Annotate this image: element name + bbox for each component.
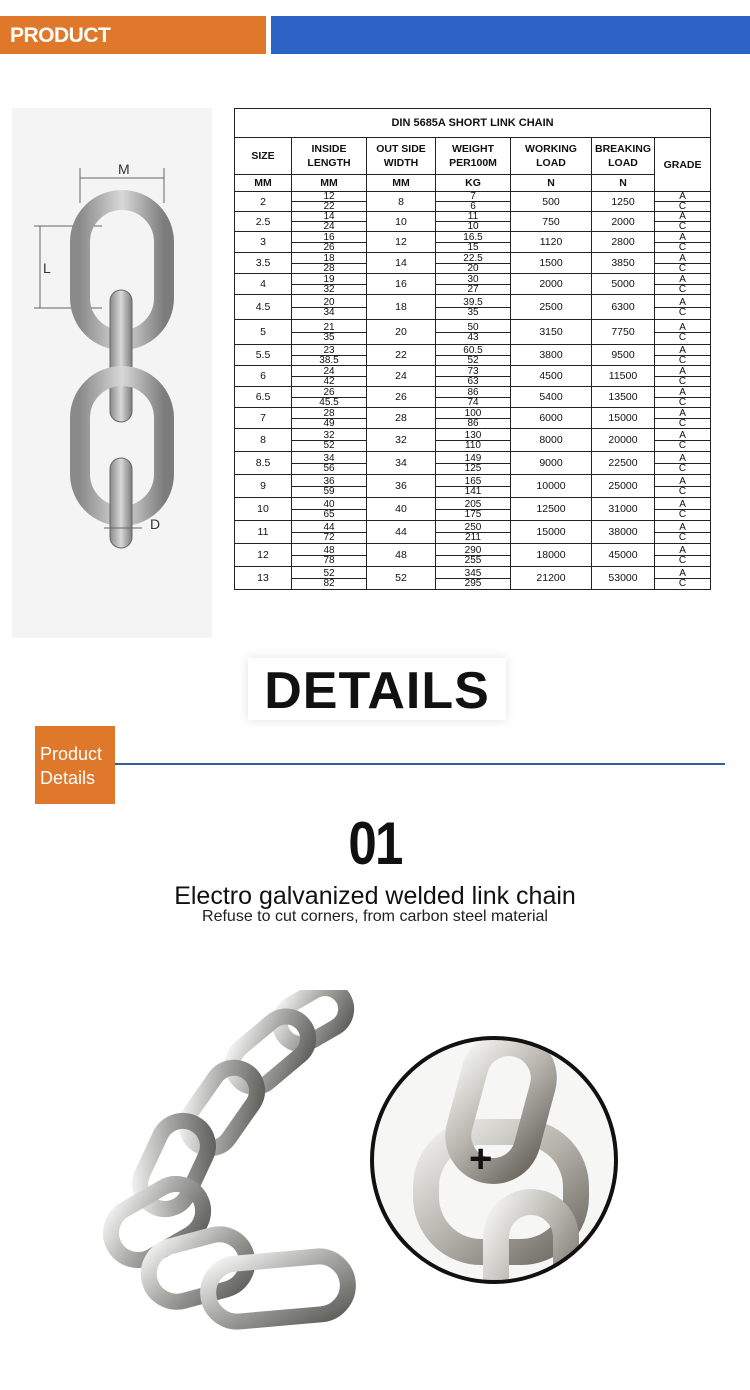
- length-cell: [292, 498, 367, 521]
- header-line: BREAKING: [594, 143, 651, 155]
- label-m: M: [118, 161, 130, 177]
- size-cell: 2.5: [235, 212, 292, 232]
- length-value: 20: [292, 298, 366, 308]
- grade-value: C: [678, 396, 687, 408]
- working-cell: 5400: [511, 387, 592, 408]
- unit-cell: N: [511, 175, 592, 192]
- grade-cell: [655, 320, 711, 345]
- grade-cell: [655, 295, 711, 320]
- width-cell: 26: [367, 387, 436, 408]
- breaking-cell: 25000: [592, 475, 655, 498]
- table-header-row: [235, 138, 711, 175]
- grade-cell: [655, 544, 711, 567]
- grade-value: C: [678, 485, 687, 497]
- label-d: D: [150, 516, 161, 532]
- length-value: 21: [292, 323, 366, 333]
- weight-value: 30: [436, 275, 510, 285]
- size-cell: 8.5: [235, 452, 292, 475]
- working-cell: 4500: [511, 366, 592, 387]
- working-cell: 1120: [511, 232, 592, 253]
- length-cell: [292, 408, 367, 429]
- weight-cell: [436, 452, 511, 475]
- grade-value: A: [655, 569, 710, 579]
- length-cell: [292, 192, 367, 212]
- grade-cell: [655, 192, 711, 212]
- table-row: [235, 232, 711, 253]
- weight-cell: [436, 320, 511, 345]
- grade-value: A: [655, 409, 710, 419]
- weight-value: 125: [464, 462, 482, 474]
- weight-cell: [436, 567, 511, 590]
- size-cell: 4: [235, 274, 292, 295]
- weight-cell: [436, 212, 511, 232]
- chain-photo: [88, 990, 358, 1340]
- grade-value: C: [678, 439, 687, 451]
- weight-value: 345: [436, 569, 510, 579]
- width-cell: 44: [367, 521, 436, 544]
- grade-value: A: [655, 500, 710, 510]
- weight-value: 205: [436, 500, 510, 510]
- length-cell: [292, 253, 367, 274]
- length-value: 49: [323, 417, 335, 429]
- header-line: OUT SIDE: [376, 143, 426, 155]
- length-cell: [292, 320, 367, 345]
- width-cell: 10: [367, 212, 436, 232]
- grade-cell: [655, 345, 711, 366]
- breaking-cell: 2000: [592, 212, 655, 232]
- grade-value: C: [678, 577, 687, 589]
- grade-value: C: [678, 354, 687, 366]
- length-value: 40: [292, 500, 366, 510]
- column-header: [436, 138, 511, 175]
- weight-value: 211: [465, 531, 481, 543]
- weight-cell: [436, 544, 511, 567]
- length-cell: [292, 567, 367, 590]
- weight-cell: [436, 475, 511, 498]
- size-cell: 5: [235, 320, 292, 345]
- working-cell: 1500: [511, 253, 592, 274]
- grade-value: A: [655, 298, 710, 308]
- detail-subheadline: Refuse to cut corners, from carbon steel material: [202, 908, 548, 925]
- length-value: 32: [323, 283, 335, 295]
- length-cell: [292, 345, 367, 366]
- length-value: 72: [323, 531, 335, 543]
- breaking-cell: 7750: [592, 320, 655, 345]
- grade-value: C: [678, 262, 687, 274]
- breaking-cell: 1250: [592, 192, 655, 212]
- weight-cell: [436, 429, 511, 452]
- working-cell: 2500: [511, 295, 592, 320]
- breaking-cell: 45000: [592, 544, 655, 567]
- grade-value: A: [655, 454, 710, 464]
- unit-cell: MM: [235, 175, 292, 192]
- working-cell: 9000: [511, 452, 592, 475]
- grade-value: A: [655, 431, 710, 441]
- header-line: INSIDE: [311, 143, 347, 155]
- weight-value: 290: [436, 546, 510, 556]
- grade-value: A: [655, 275, 710, 285]
- size-cell: 13: [235, 567, 292, 590]
- header-line: WEIGHT: [452, 143, 494, 155]
- length-value: 23: [292, 346, 366, 356]
- weight-value: 149: [436, 454, 510, 464]
- weight-cell: [436, 387, 511, 408]
- grade-cell: [655, 475, 711, 498]
- grade-value: C: [678, 331, 687, 343]
- size-cell: 3.5: [235, 253, 292, 274]
- weight-value: 74: [467, 396, 479, 408]
- grade-value: C: [678, 508, 687, 520]
- detail-number: 01: [348, 810, 402, 877]
- chain-diagram: [12, 108, 212, 638]
- breaking-cell: 6300: [592, 295, 655, 320]
- width-cell: 22: [367, 345, 436, 366]
- length-value: 16: [292, 233, 366, 243]
- weight-value: 130: [436, 431, 510, 441]
- size-cell: 3: [235, 232, 292, 253]
- chain-zoom-photo: [366, 1032, 622, 1288]
- breaking-cell: 13500: [592, 387, 655, 408]
- working-cell: 6000: [511, 408, 592, 429]
- size-cell: 9: [235, 475, 292, 498]
- length-value: 18: [292, 254, 366, 264]
- weight-cell: [436, 521, 511, 544]
- size-cell: 8: [235, 429, 292, 452]
- length-value: 56: [323, 462, 335, 474]
- grade-cell: [655, 274, 711, 295]
- breaking-cell: 11500: [592, 366, 655, 387]
- grade-value: A: [655, 254, 710, 264]
- length-value: 52: [292, 569, 366, 579]
- weight-value: 250: [436, 523, 510, 533]
- length-value: 32: [292, 431, 366, 441]
- breaking-cell: 9500: [592, 345, 655, 366]
- length-value: 24: [292, 367, 366, 377]
- breaking-cell: 2800: [592, 232, 655, 253]
- length-value: 78: [323, 554, 335, 566]
- table-row: [235, 498, 711, 521]
- weight-cell: [436, 408, 511, 429]
- grade-value: C: [678, 417, 687, 429]
- length-value: 36: [292, 477, 366, 487]
- grade-cell: [655, 212, 711, 232]
- table-title: DIN 5685A SHORT LINK CHAIN: [235, 109, 711, 138]
- working-cell: 8000: [511, 429, 592, 452]
- length-value: 48: [292, 546, 366, 556]
- width-cell: 34: [367, 452, 436, 475]
- length-cell: [292, 366, 367, 387]
- header-line: LOAD: [608, 157, 638, 169]
- grade-cell: [655, 498, 711, 521]
- weight-cell: [436, 232, 511, 253]
- weight-value: 27: [467, 283, 479, 295]
- grade-cell: [655, 408, 711, 429]
- header-line: WORKING: [525, 143, 577, 155]
- width-cell: 8: [367, 192, 436, 212]
- weight-value: 20: [467, 262, 479, 274]
- weight-value: 52: [467, 354, 479, 366]
- width-cell: 52: [367, 567, 436, 590]
- product-details-tag: [35, 726, 115, 804]
- grade-cell: [655, 253, 711, 274]
- table-row: [235, 253, 711, 274]
- size-cell: 4.5: [235, 295, 292, 320]
- length-value: 26: [292, 388, 366, 398]
- width-cell: 12: [367, 232, 436, 253]
- length-cell: [292, 452, 367, 475]
- grade-value: C: [678, 306, 687, 318]
- table-row: [235, 274, 711, 295]
- header-line: SIZE: [251, 150, 275, 162]
- length-cell: [292, 387, 367, 408]
- grade-value: A: [655, 546, 710, 556]
- length-value: 12: [292, 192, 366, 202]
- grade-value: C: [678, 462, 687, 474]
- grade-value: C: [678, 221, 687, 232]
- weight-value: 10: [467, 221, 479, 232]
- banner-bar: [271, 16, 750, 54]
- working-cell: 500: [511, 192, 592, 212]
- width-cell: 32: [367, 429, 436, 452]
- length-cell: [292, 295, 367, 320]
- size-cell: 5.5: [235, 345, 292, 366]
- working-cell: 15000: [511, 521, 592, 544]
- table-row: [235, 521, 711, 544]
- length-value: 35: [323, 331, 335, 343]
- header-line: LOAD: [536, 157, 566, 169]
- detail-headline: Electro galvanized welded link chain: [174, 882, 576, 910]
- length-value: 44: [292, 523, 366, 533]
- breaking-cell: 3850: [592, 253, 655, 274]
- length-value: 14: [292, 212, 366, 222]
- weight-value: 43: [467, 331, 479, 343]
- grade-value: A: [655, 212, 710, 222]
- length-cell: [292, 544, 367, 567]
- grade-value: A: [655, 388, 710, 398]
- size-cell: 7: [235, 408, 292, 429]
- weight-value: 15: [467, 241, 479, 253]
- width-cell: 24: [367, 366, 436, 387]
- table-row: [235, 387, 711, 408]
- working-cell: 2000: [511, 274, 592, 295]
- width-cell: 20: [367, 320, 436, 345]
- grade-cell: [655, 452, 711, 475]
- length-value: 52: [323, 439, 335, 451]
- length-value: 34: [323, 306, 335, 318]
- grade-value: C: [678, 283, 687, 295]
- tag-line-1: Product: [40, 744, 103, 764]
- unit-cell: MM: [367, 175, 436, 192]
- table-row: [235, 475, 711, 498]
- weight-value: 7: [436, 192, 510, 202]
- grade-value: A: [655, 192, 710, 202]
- grade-value: C: [678, 375, 687, 387]
- grade-cell: [655, 567, 711, 590]
- breaking-cell: 22500: [592, 452, 655, 475]
- weight-value: 22.5: [436, 254, 510, 264]
- header-line: GRADE: [663, 158, 702, 171]
- grade-value: A: [655, 477, 710, 487]
- width-cell: 16: [367, 274, 436, 295]
- grade-cell: [655, 232, 711, 253]
- table-row: [235, 408, 711, 429]
- weight-cell: [436, 366, 511, 387]
- column-header: [511, 138, 592, 175]
- width-cell: 14: [367, 253, 436, 274]
- table-row: [235, 429, 711, 452]
- weight-value: 295: [464, 577, 482, 589]
- working-cell: 3800: [511, 345, 592, 366]
- length-value: 59: [323, 485, 335, 497]
- length-value: 82: [323, 577, 335, 589]
- weight-value: 73: [436, 367, 510, 377]
- table-unit-row: [235, 175, 711, 192]
- size-cell: 6: [235, 366, 292, 387]
- details-title: DETAILS: [264, 662, 490, 720]
- size-cell: 2: [235, 192, 292, 212]
- grade-cell: [655, 521, 711, 544]
- width-cell: 18: [367, 295, 436, 320]
- weight-value: 35: [467, 306, 479, 318]
- length-cell: [292, 429, 367, 452]
- weight-value: 50: [436, 323, 510, 333]
- breaking-cell: 5000: [592, 274, 655, 295]
- grade-value: A: [655, 523, 710, 533]
- length-value: 26: [323, 241, 335, 253]
- working-cell: 21200: [511, 567, 592, 590]
- table-row: [235, 212, 711, 232]
- table-row: [235, 452, 711, 475]
- length-value: 24: [323, 221, 335, 232]
- size-cell: 6.5: [235, 387, 292, 408]
- unit-cell: MM: [292, 175, 367, 192]
- section-banner: PRODUCT SPECIFICATION: [0, 16, 266, 54]
- length-value: 65: [323, 508, 335, 520]
- length-cell: [292, 475, 367, 498]
- length-value: 42: [323, 375, 335, 387]
- weight-cell: [436, 345, 511, 366]
- grade-cell: [655, 429, 711, 452]
- weight-value: 255: [464, 554, 482, 566]
- breaking-cell: 38000: [592, 521, 655, 544]
- grade-value: A: [655, 233, 710, 243]
- length-value: 28: [292, 409, 366, 419]
- weight-cell: [436, 274, 511, 295]
- working-cell: 12500: [511, 498, 592, 521]
- size-cell: 11: [235, 521, 292, 544]
- grade-value: A: [655, 346, 710, 356]
- weight-value: 6: [470, 201, 476, 212]
- table-row: [235, 320, 711, 345]
- weight-cell: [436, 253, 511, 274]
- size-cell: 10: [235, 498, 292, 521]
- column-header: [235, 138, 292, 175]
- weight-value: 11: [436, 212, 510, 222]
- length-cell: [292, 232, 367, 253]
- length-value: 34: [292, 454, 366, 464]
- breaking-cell: 31000: [592, 498, 655, 521]
- working-cell: 3150: [511, 320, 592, 345]
- table-row: [235, 366, 711, 387]
- width-cell: 28: [367, 408, 436, 429]
- weight-value: 110: [465, 439, 481, 451]
- length-cell: [292, 521, 367, 544]
- column-header: [655, 138, 711, 192]
- weight-value: 165: [436, 477, 510, 487]
- weight-cell: [436, 295, 511, 320]
- working-cell: 18000: [511, 544, 592, 567]
- table-row: [235, 567, 711, 590]
- width-cell: 48: [367, 544, 436, 567]
- weight-cell: [436, 498, 511, 521]
- header-line: PER100M: [449, 157, 497, 169]
- weight-cell: [436, 192, 511, 212]
- length-value: 19: [292, 275, 366, 285]
- header-line: LENGTH: [307, 157, 351, 169]
- breaking-cell: 20000: [592, 429, 655, 452]
- section-divider: [115, 763, 725, 765]
- grade-value: C: [678, 531, 687, 543]
- table-row: [235, 544, 711, 567]
- unit-cell: KG: [436, 175, 511, 192]
- length-value: 38.5: [319, 354, 339, 366]
- column-header: [292, 138, 367, 175]
- length-cell: [292, 274, 367, 295]
- length-value: 22: [323, 201, 335, 212]
- weight-value: 141: [464, 485, 482, 497]
- grade-value: C: [678, 241, 687, 253]
- weight-value: 16.5: [436, 233, 510, 243]
- grade-cell: [655, 366, 711, 387]
- weight-value: 86: [436, 388, 510, 398]
- working-cell: 750: [511, 212, 592, 232]
- grade-value: C: [678, 554, 687, 566]
- unit-cell: N: [592, 175, 655, 192]
- tag-line-2: Details: [40, 768, 96, 788]
- grade-value: C: [678, 201, 687, 212]
- grade-cell: [655, 387, 711, 408]
- header-line: WIDTH: [383, 157, 419, 169]
- table-row: [235, 192, 711, 212]
- length-cell: [292, 212, 367, 232]
- width-cell: 40: [367, 498, 436, 521]
- weight-value: 100: [436, 409, 510, 419]
- grade-value: A: [655, 323, 710, 333]
- weight-value: 86: [467, 417, 479, 429]
- breaking-cell: 15000: [592, 408, 655, 429]
- column-header: [592, 138, 655, 175]
- label-l: L: [43, 260, 51, 276]
- width-cell: 36: [367, 475, 436, 498]
- table-row: [235, 295, 711, 320]
- grade-value: A: [655, 367, 710, 377]
- spec-table: [234, 108, 711, 590]
- weight-value: 175: [464, 508, 482, 520]
- working-cell: 10000: [511, 475, 592, 498]
- size-cell: 12: [235, 544, 292, 567]
- breaking-cell: 53000: [592, 567, 655, 590]
- length-value: 28: [323, 262, 335, 274]
- column-header: [367, 138, 436, 175]
- table-body: [235, 192, 711, 590]
- table-row: [235, 345, 711, 366]
- zoom-marker: +: [469, 1137, 493, 1181]
- weight-value: 39.5: [436, 298, 510, 308]
- weight-value: 60.5: [436, 346, 510, 356]
- weight-value: 63: [467, 375, 479, 387]
- length-value: 45.5: [319, 396, 339, 408]
